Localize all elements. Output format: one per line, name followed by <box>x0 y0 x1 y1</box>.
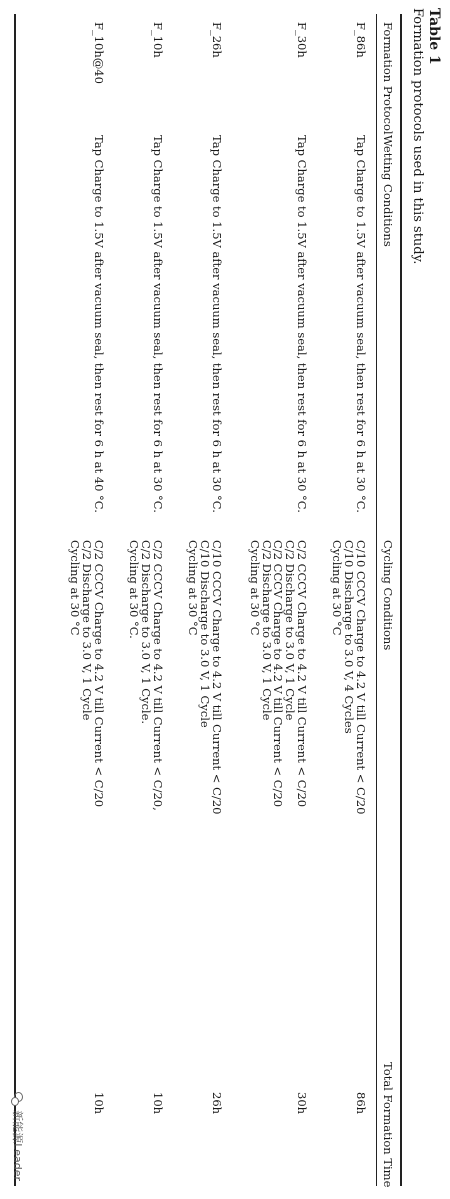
row-cycling-line: C/2 Discharge to 3.0 V, 1 Cycle <box>259 540 274 721</box>
row-wetting: Tap Charge to 1.5V after vacuum seal, then rest for 6 h at 30 °C. <box>210 135 224 513</box>
watermark-text: 新能源Leader <box>11 1110 24 1181</box>
row-total-time: 26h <box>210 1092 224 1115</box>
row-cycling-line: C/2 CCCV Charge to 4.2 V till Current < C/20, <box>151 540 165 811</box>
row-cycling-line: C/2 CCCV Charge to 4.2 V till Current < C/20 <box>92 540 106 808</box>
header-wetting-conditions: Wetting Conditions <box>381 135 395 247</box>
wechat-icon <box>13 1092 24 1106</box>
row-total-time: 30h <box>295 1092 309 1115</box>
table-title: Table 1 <box>426 8 442 65</box>
row-cycling-line: C/2 CCCV Charge to 4.2 V till Current < C/20 <box>271 540 286 808</box>
row-protocol: F_26h <box>210 22 224 58</box>
row-cycling-line: C/10 Discharge to 3.0 V, 4 Cycles <box>342 540 357 734</box>
row-cycling-line: C/10 Discharge to 3.0 V, 1 Cycle <box>198 540 213 728</box>
row-cycling-line: Cycling at 30 °C <box>330 540 345 636</box>
row-protocol: F_10h <box>151 22 165 58</box>
row-protocol: F_86h <box>354 22 368 58</box>
row-wetting: Tap Charge to 1.5V after vacuum seal, then rest for 6 h at 40 °C. <box>92 135 106 513</box>
row-cycling-line: Cycling at 30 °C <box>247 540 262 636</box>
row-cycling-line: C/2 Discharge to 3.0 V, 1 Cycle. <box>139 540 154 725</box>
row-cycling-line: C/2 Discharge to 3.0 V, 1 Cycle <box>80 540 95 721</box>
row-wetting: Tap Charge to 1.5V after vacuum seal, then rest for 6 h at 30 °C. <box>295 135 309 513</box>
row-total-time: 10h <box>92 1092 106 1115</box>
header-cycling-conditions: Cycling Conditions <box>381 540 395 651</box>
table-header-rule <box>376 14 377 1186</box>
table-bottom-rule <box>15 14 17 1186</box>
row-cycling-line: C/2 Discharge to 3.0 V, 1 Cycle <box>283 540 298 721</box>
row-wetting: Tap Charge to 1.5V after vacuum seal, then rest for 6 h at 30 °C. <box>354 135 368 513</box>
row-total-time: 86h <box>354 1092 368 1115</box>
header-formation-protocol: Formation Protocol <box>381 22 395 135</box>
row-cycling-line: Cycling at 30 °C <box>186 540 201 636</box>
row-cycling-line: C/10 CCCV Charge to 4.2 V till Current < C/20 <box>210 540 224 815</box>
header-total-formation-time: Total Formation Time <box>381 1062 395 1188</box>
row-cycling-line: Cycling at 30 °C <box>68 540 83 636</box>
row-cycling-line: C/10 CCCV Charge to 4.2 V till Current < C/20 <box>354 540 368 815</box>
table-caption: Formation protocols used in this study. <box>410 8 425 265</box>
row-cycling-line: C/2 CCCV Charge to 4.2 V till Current < C/20 <box>295 540 309 808</box>
table-top-rule <box>401 14 403 1186</box>
row-total-time: 10h <box>151 1092 165 1115</box>
watermark <box>10 1092 26 1181</box>
row-protocol: F_10h@40 <box>92 22 106 84</box>
row-wetting: Tap Charge to 1.5V after vacuum seal, then rest for 6 h at 30 °C. <box>151 135 165 513</box>
row-cycling-line: Cycling at 30 °C. <box>127 540 142 639</box>
row-protocol: F_30h <box>295 22 309 58</box>
